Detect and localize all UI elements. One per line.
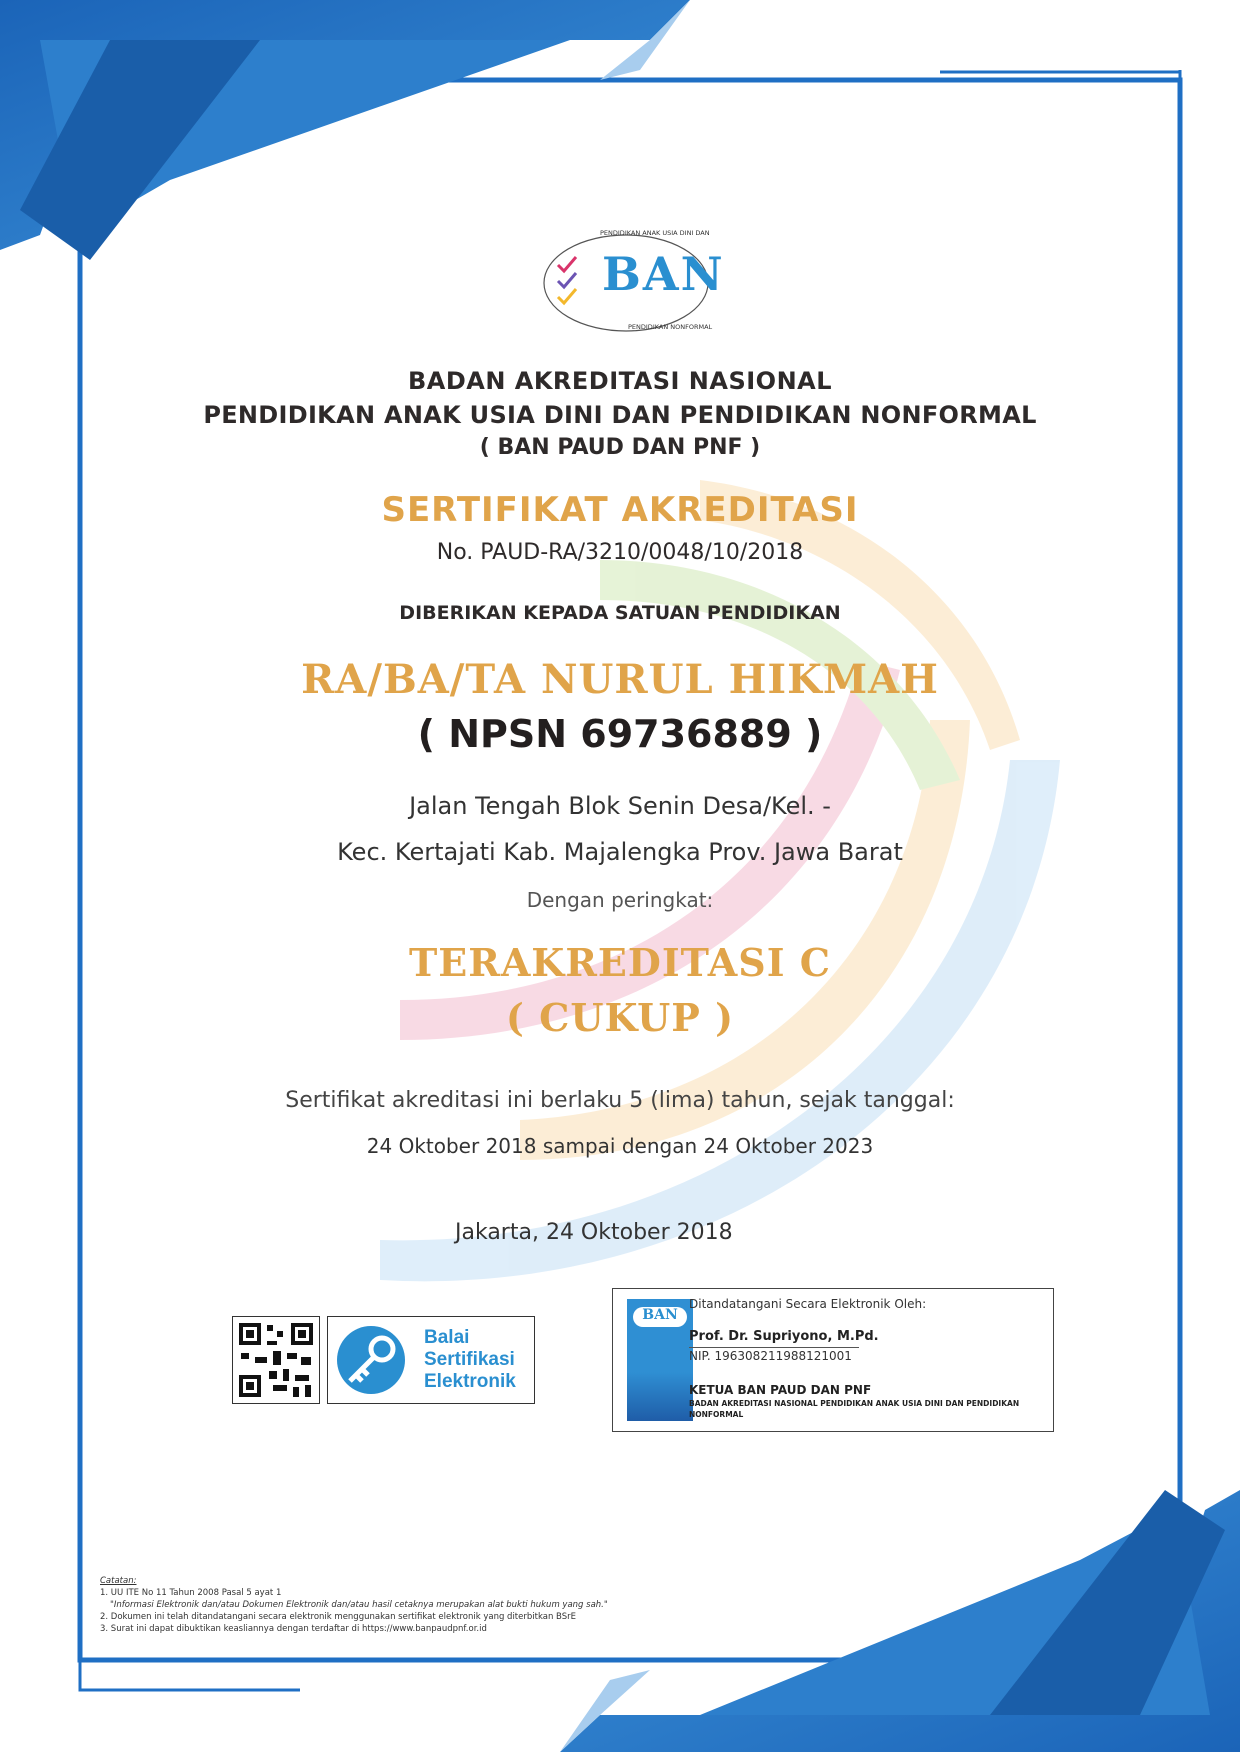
bsre-badge — [327, 1316, 535, 1404]
footnotes-heading: Catatan: — [100, 1576, 137, 1586]
qr-code — [232, 1316, 320, 1404]
footnotes — [100, 1575, 608, 1635]
key-icon — [334, 1323, 408, 1397]
qr-code-pattern — [233, 1317, 319, 1403]
agency-abbreviation: ( BAN PAUD DAN PNF ) — [479, 435, 761, 460]
footnote-1-quote: "Informasi Elektronik dan/atau Dokumen Elektronik dan/atau hasil cetaknya merupakan alat bukti hukum yang sah." — [110, 1600, 608, 1610]
bsre-line3: Elektronik — [424, 1371, 516, 1392]
ban-logo — [540, 225, 725, 340]
agency-name-line2: PENDIDIKAN ANAK USIA DINI DAN PENDIDIKAN NONFORMAL — [203, 401, 1037, 429]
footnote-1: 1. UU ITE No 11 Tahun 2008 Pasal 5 ayat 1 — [100, 1588, 282, 1598]
signer-nip: NIP. 196308211988121001 — [689, 1349, 852, 1363]
rating-intro: Dengan peringkat: — [526, 888, 714, 912]
logo-ring-bottom-text: PENDIDIKAN NONFORMAL — [628, 323, 713, 331]
thumbnail-logo: BAN — [633, 1307, 687, 1327]
accreditation-rating: TERAKREDITASI C — [409, 940, 831, 985]
signer-institution-line1: BADAN AKREDITASI NASIONAL PENDIDIKAN ANAK USIA DINI DAN PENDIDIKAN — [689, 1399, 1020, 1408]
footnote-2: 2. Dokumen ini telah ditandatangani secara elektronik menggunakan sertifikat elektronik yang diterbitkan BSrE — [100, 1612, 576, 1622]
validity-period: 24 Oktober 2018 sampai dengan 24 Oktober 2023 — [366, 1134, 874, 1158]
place-and-date: Jakarta, 24 Oktober 2018 — [455, 1220, 733, 1245]
footnote-3: 3. Surat ini dapat dibuktikan keasliannya dengan terdaftar di https://www.banpaudpnf.or.id — [100, 1624, 487, 1634]
background-swirl — [380, 480, 1060, 1281]
ban-wordmark: BAN — [602, 247, 725, 301]
address-line1: Jalan Tengah Blok Senin Desa/Kel. - — [409, 792, 831, 820]
agency-name-line1: BADAN AKREDITASI NASIONAL — [407, 367, 833, 395]
signer-name: Prof. Dr. Supriyono, M.Pd. — [689, 1329, 879, 1344]
signer-institution-line2: NONFORMAL — [689, 1410, 744, 1419]
given-to-label: DIBERIKAN KEPADA SATUAN PENDIDIKAN — [399, 602, 841, 624]
signature-thumbnail — [627, 1299, 693, 1421]
signer-position: KETUA BAN PAUD DAN PNF — [689, 1383, 872, 1397]
logo-ring-top-text: PENDIDIKAN ANAK USIA DINI DAN — [600, 229, 710, 237]
electronic-signature-box — [612, 1288, 1054, 1432]
accreditation-rating-word: ( CUKUP ) — [505, 995, 735, 1040]
address-line2: Kec. Kertajati Kab. Majalengka Prov. Jawa Barat — [337, 838, 903, 866]
certificate-number: No. PAUD-RA/3210/0048/10/2018 — [436, 540, 804, 565]
certificate-title: SERTIFIKAT AKREDITASI — [381, 490, 859, 530]
bsre-line2: Sertifikasi — [424, 1349, 515, 1370]
validity-statement: Sertifikat akreditasi ini berlaku 5 (lima) tahun, sejak tanggal: — [285, 1088, 955, 1113]
bsre-line1: Balai — [424, 1327, 470, 1348]
school-npsn: ( NPSN 69736889 ) — [417, 712, 823, 756]
signed-by-label: Ditandatangani Secara Elektronik Oleh: — [689, 1297, 927, 1311]
school-name: RA/BA/TA NURUL HIKMAH — [301, 656, 939, 703]
